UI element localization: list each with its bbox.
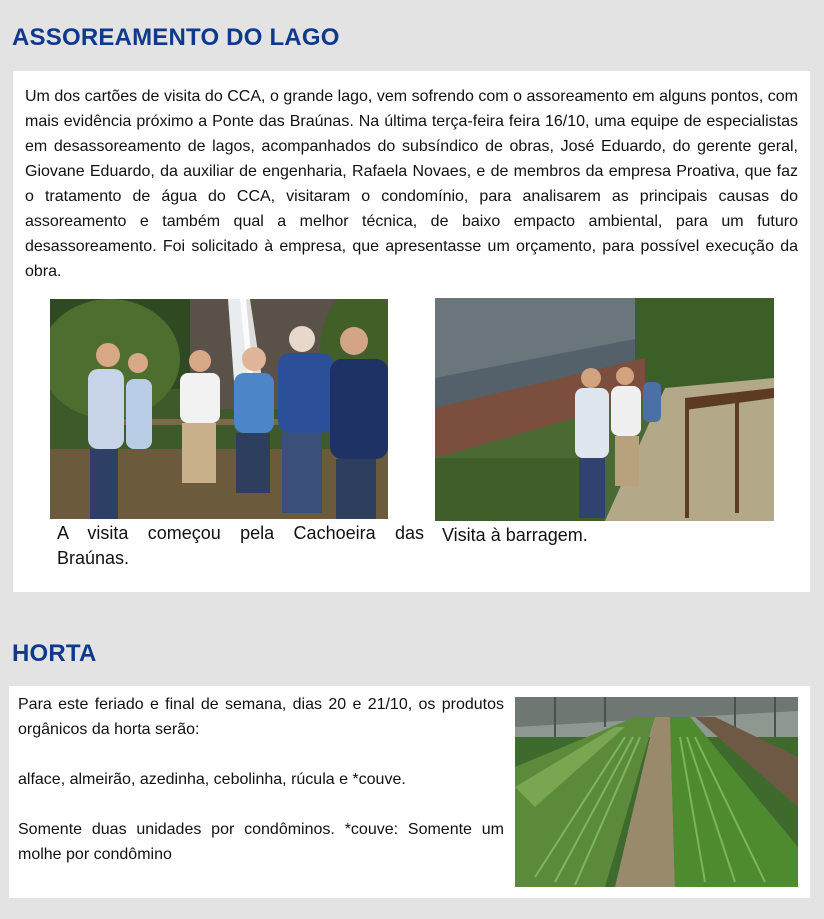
assoreamento-card: [13, 71, 810, 592]
section-title-assoreamento: ASSOREAMENTO DO LAGO: [12, 24, 340, 51]
dam-visit-photo: [435, 298, 774, 521]
dam-photo-caption: Visita à barragem.: [442, 525, 588, 545]
horta-intro: Para este feriado e final de semana, dias 20 e 21/10, os produtos orgânicos da horta serão:: [18, 696, 504, 738]
waterfall-photo-caption: A visita começou pela Cachoeira das Braúnas.: [57, 523, 424, 568]
horta-products: alface, almeirão, azedinha, cebolinha, rúcula e *couve.: [18, 771, 406, 788]
horta-text: [18, 692, 504, 867]
greenhouse-photo: [515, 697, 798, 887]
assoreamento-paragraph: Um dos cartões de visita do CCA, o grande lago, vem sofrendo com o assoreamento em alguns pontos, com mais evidência próximo a Ponte das Braúnas. Na última terça-feira feira 16/10, uma equipe de especialistas em desassoreamento de lagos, acompanhados do subsíndico de obras, José Eduardo, do gerente geral, Giovane Eduardo, da auxiliar de engenharia, Rafaela Novaes, e de membros da empresa Proativa, que faz o tratamento de água do CCA, visitaram o condomínio, para analisarem as principais causas do assoreamento e também qual a melhor técnica, de baixo empacto ambiental, para um futuro desassoreamento. Foi solicitado à empresa, que apresentasse um orçamento, para possível execução da obra.: [25, 88, 798, 280]
horta-limit-note: Somente duas unidades por condôminos. *couve: Somente um molhe por condômino: [18, 821, 504, 863]
horta-card: [9, 686, 810, 898]
section-title-horta: HORTA: [12, 640, 97, 667]
waterfall-visit-photo: [50, 299, 388, 519]
